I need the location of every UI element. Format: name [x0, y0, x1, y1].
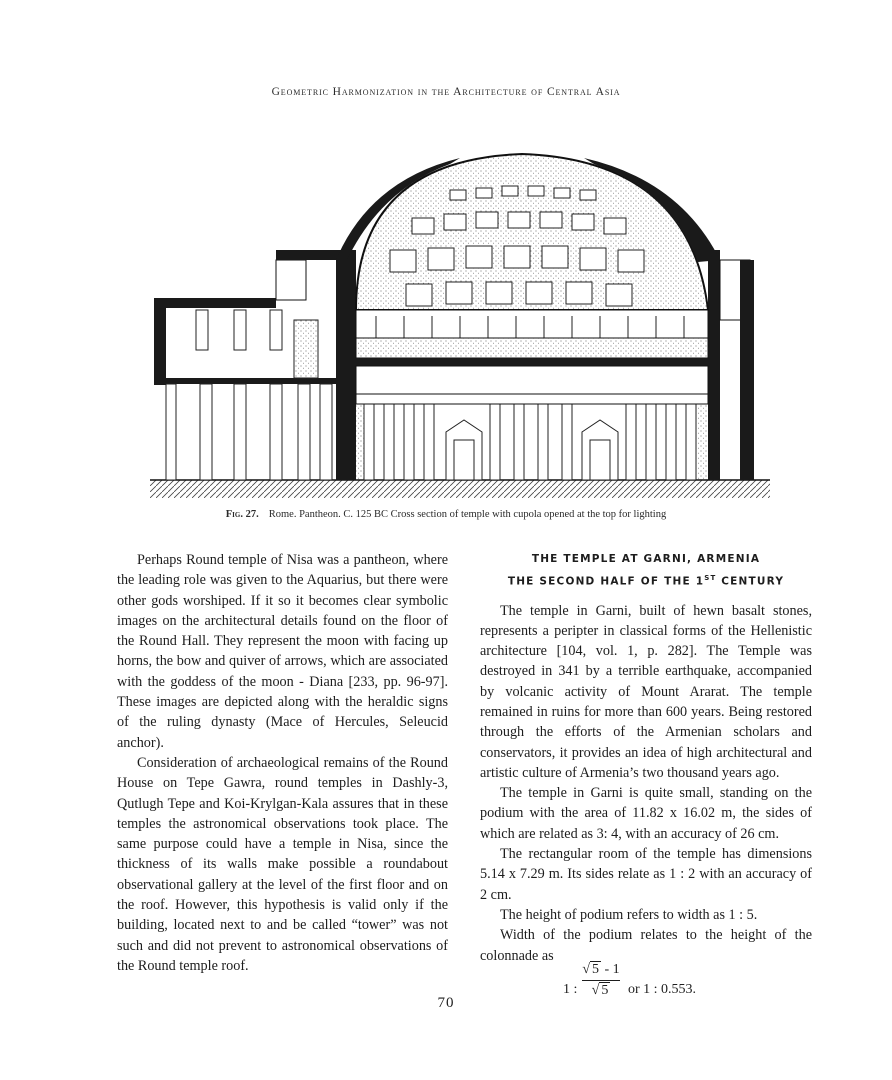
formula-numerator: √ 5 - 1 — [582, 961, 620, 977]
formula-suffix: or 1 : 0.553. — [628, 981, 697, 997]
running-header: Geometric Harmonization in the Architecture of Central Asia — [271, 86, 621, 98]
pantheon-drawing — [150, 150, 770, 500]
section-heading-title: THE TEMPLE AT GARNI, ARMENIA — [531, 553, 761, 565]
formula-prefix: 1 : — [563, 981, 578, 997]
body-paragraph: The temple in Garni, built of hewn basalt stones, represents a peripter in classical forms of the Hellenistic architecture [104, vol. 1, p. 282]. The Temple was destroyed in 341 by a terrible earthquake, accompanied by volcanic activity of Mount Ararat. The temple remained in ruins for more than 600 years. Being restored through the efforts of the Armenian scholars and conservators, it provides an idea of high architectural and artistic culture of Armenia’s two thousand years ago. — [480, 602, 812, 781]
body-paragraph: The rectangular room of the temple has dimensions 5.14 x 7.29 m. Its sides relate as 1 : 2 with an accuracy of 2 cm. — [480, 846, 812, 903]
figure-label: Fig. 27. — [225, 509, 259, 520]
page-number: 70 — [437, 995, 455, 1011]
body-paragraph: Consideration of archaeological remains of the Round House on Tepe Gawra, round temples in Dashly-3, Qutlugh Tepe and Koi-Krylgan-Kala assures that in these temples the astronomical observations took place. The same purpose could have a temple in Nisa, since the thickness of its walls make possible a roundabout observational gallery at the level of the first floor and on the roof. However, this hypothesis is valid only if the building, located next to and be called “tower” was not such and did not prevent to astronomical observations of the Round temple roof. — [117, 754, 448, 974]
figure-caption-text: Rome. Pantheon. C. 125 BC Cross section of temple with cupola opened at the top for lighting — [268, 509, 667, 520]
left-column — [117, 550, 448, 976]
right-column — [480, 550, 812, 1010]
body-paragraph: Perhaps Round temple of Nisa was a pantheon, where the leading role was given to the Aquarius, but there were other gods worshiped. If it so it becomes clear symbolic images on the architectural details found on the floor of the Round Hall. They represent the moon with facing up horns, the bow and quiver of arrows, which are associated with the goddess of the moon - Diana [233, pp. 96-97]. These images are depicted along with the heraldic signs of the ruling dynasty (Mace of Hercules, Seleucid anchor). — [117, 552, 448, 751]
formula-denominator: √ 5 — [591, 982, 609, 998]
section-heading-date: THE SECOND HALF OF THE 1ST CENTURY — [507, 574, 785, 588]
pantheon-cross-section-figure — [150, 150, 770, 500]
figure-caption — [0, 509, 892, 520]
body-paragraph: The temple in Garni is quite small, standing on the podium with the area of 11.82 x 16.02 m, the sides of which are related as 3: 4, with an accuracy of 26 cm. — [480, 785, 812, 842]
section-heading — [480, 550, 812, 592]
body-paragraph: The height of podium refers to width as 1 : 5. — [500, 906, 758, 923]
body-paragraph: Width of the podium relates to the height of the colonnade as — [480, 927, 812, 964]
